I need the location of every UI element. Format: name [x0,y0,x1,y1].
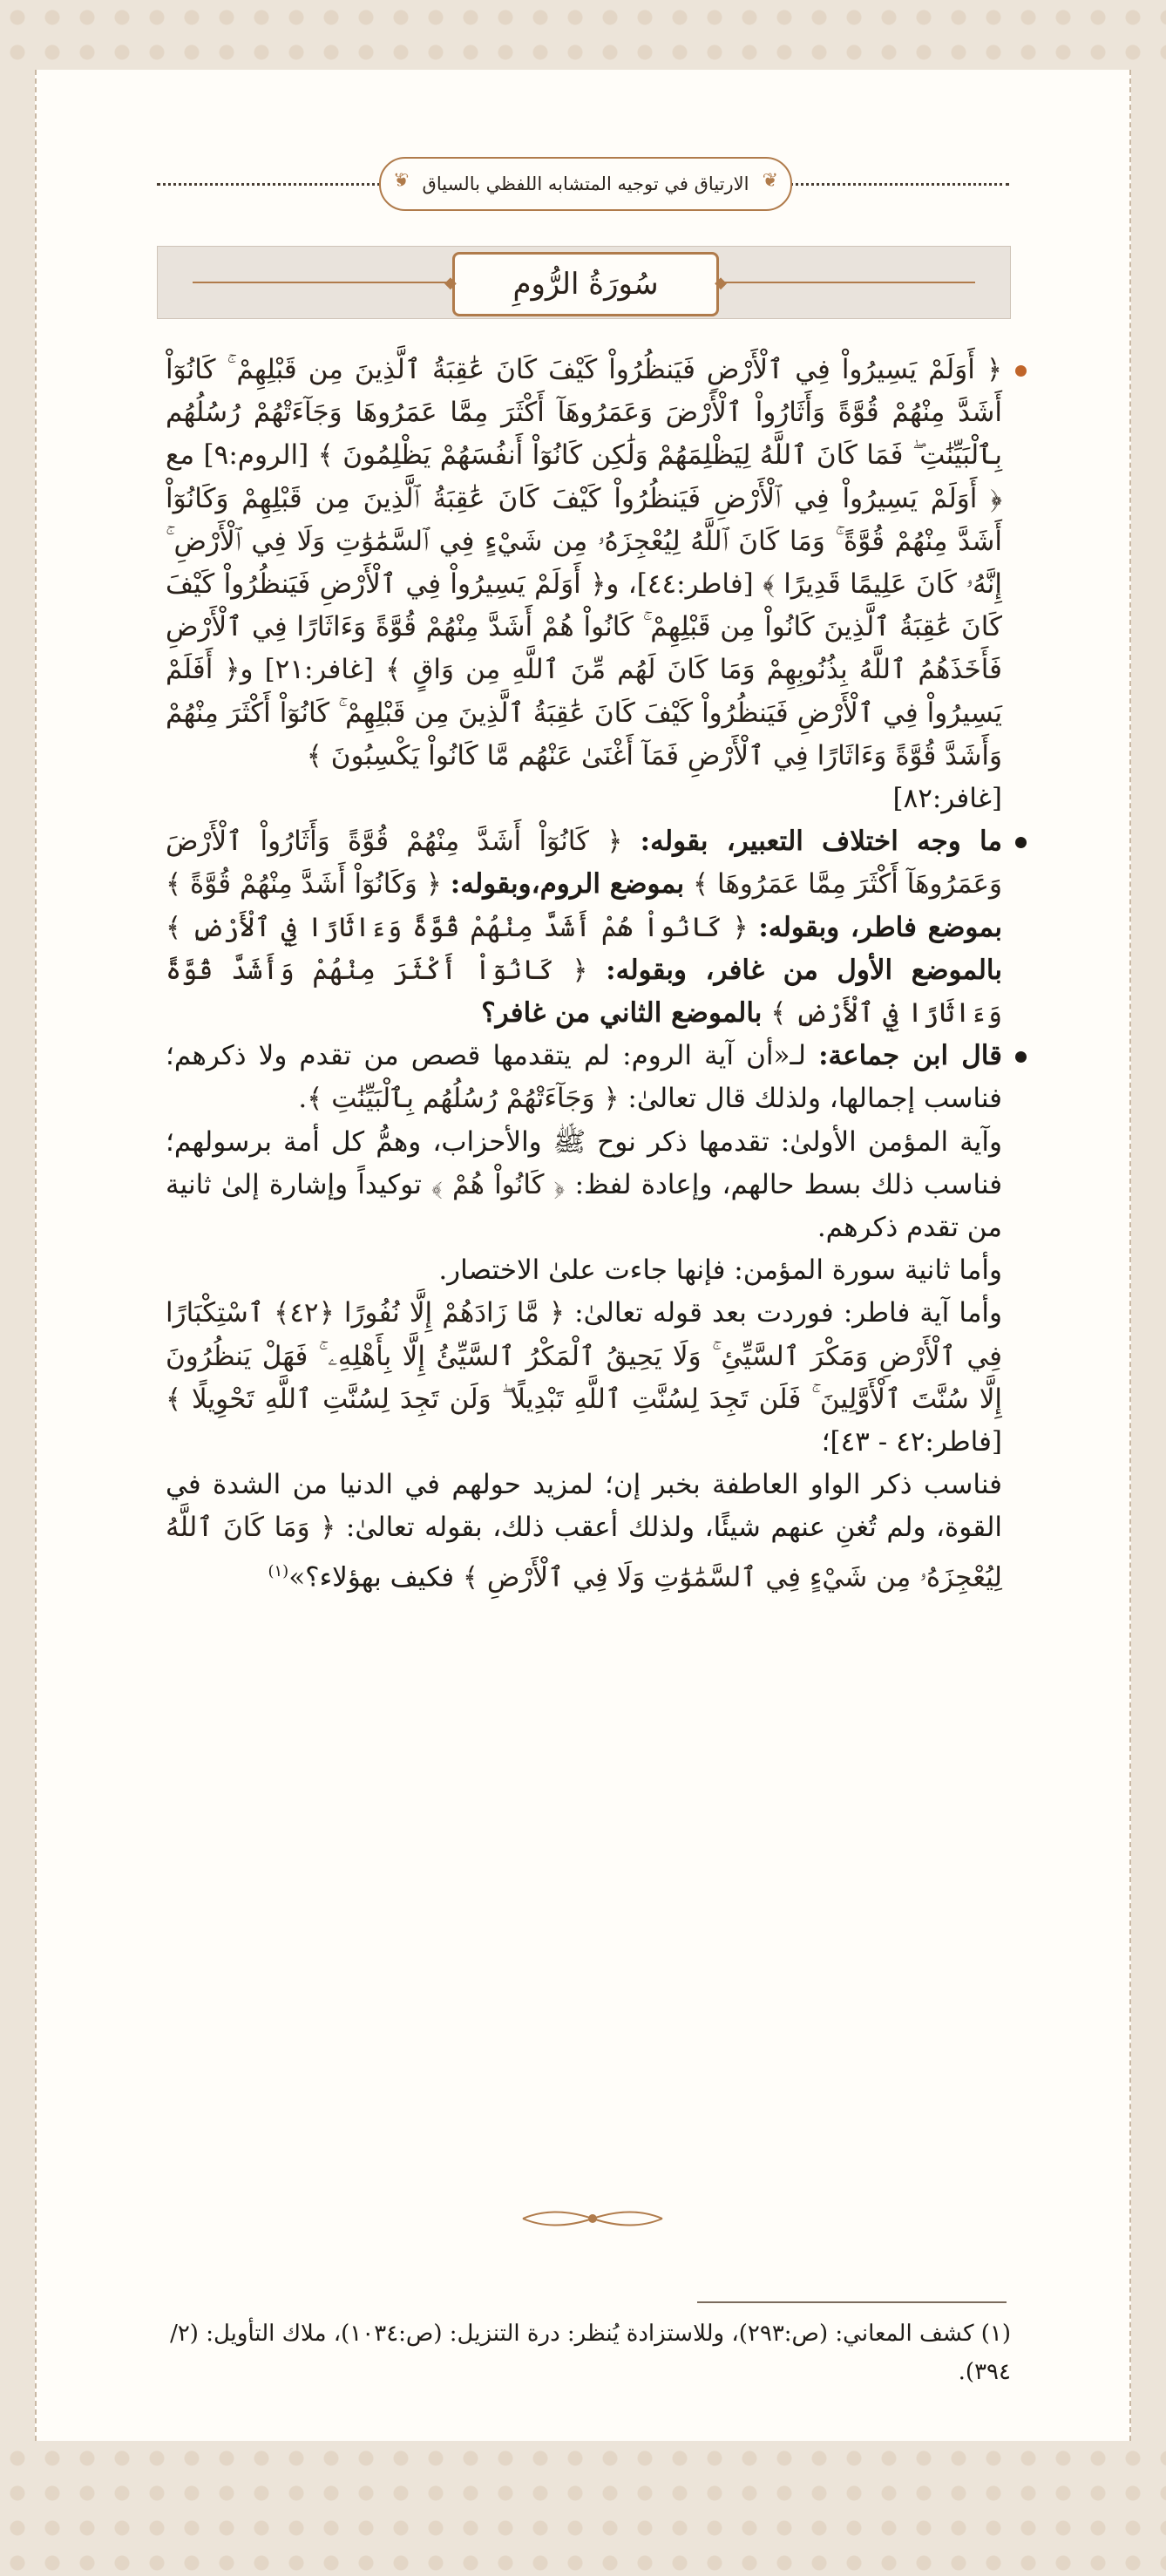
verses-text: ﴿ أَوَلَمْ يَسِيرُواْ فِي ٱلْأَرْضِ فَيَنظُرُواْ كَيْفَ كَانَ عَٰقِبَةُ ٱلَّذِينَ مِن قَبْلِهِمْ ۚ كَانُوٓاْ أَشَدَّ مِنْهُمْ قُوَّةً وَأَثَارُواْ ٱلْأَرْضَ وَعَمَرُوهَآ أَكْثَرَ مِمَّا عَمَرُوهَا وَجَآءَتْهُمْ رُسُلُهُم بِٱلْبَيِّنَٰتِ ۖ فَمَا كَانَ ٱللَّهُ لِيَظْلِمَهُمْ وَلَٰكِن كَانُوٓاْ أَنفُسَهُمْ يَظْلِمُونَ ﴾ [الروم:٩] مع ﴿ أَوَلَمْ يَسِيرُواْ فِي ٱلْأَرْضِ فَيَنظُرُواْ كَيْفَ كَانَ عَٰقِبَةُ ٱلَّذِينَ مِن قَبْلِهِمْ وَكَانُوٓاْ أَشَدَّ مِنْهُمْ قُوَّةً ۚ وَمَا كَانَ ٱللَّهُ لِيُعْجِزَهُۥ مِن شَيْءٍ فِي ٱلسَّمَٰوَٰتِ وَلَا فِي ٱلْأَرْضِ ۚ إِنَّهُۥ كَانَ عَلِيمًا قَدِيرًا ﴾ [فاطر:٤٤]، و﴿ أَوَلَمْ يَسِيرُواْ فِي ٱلْأَرْضِ فَيَنظُرُواْ كَيْفَ كَانَ عَٰقِبَةُ ٱلَّذِينَ كَانُواْ مِن قَبْلِهِمْ ۚ كَانُواْ هُمْ أَشَدَّ مِنْهُمْ قُوَّةً وَءَاثَارًا فِي ٱلْأَرْضِ فَأَخَذَهُمُ ٱللَّهُ بِذُنُوبِهِمْ وَمَا كَانَ لَهُم مِّنَ ٱللَّهِ مِن وَاقٍ ﴾ [غافر:٢١] و﴿ أَفَلَمْ يَسِيرُواْ فِي ٱلْأَرْضِ فَيَنظُرُواْ كَيْفَ كَانَ عَٰقِبَةُ ٱلَّذِينَ مِن قَبْلِهِمْ ۚ كَانُوٓاْ أَكْثَرَ مِنْهُمْ وَأَشَدَّ قُوَّةً وَءَاثَارًا فِي ٱلْأَرْضِ فَمَآ أَغْنَىٰ عَنْهُم مَّا كَانُواْ يَكْسِبُونَ ﴾ [166,354,1003,771]
banner-rule-right [714,282,975,283]
answer-verse-2: ﴿ كَانُواْ هُمْ ﴾ [431,1168,566,1200]
question-paragraph [166,820,1002,1035]
page-border-bottom [0,2441,1166,2576]
question-verse-2: ﴿ وَكَانُوٓاْ أَشَدَّ مِنْهُمْ قُوَّةً ﴾ [166,868,442,901]
surah-title: ◆ سُورَةُ الرُّومِ ◆ [452,252,719,316]
question-verse-4: ﴿ كَانُوٓاْ أَكْثَرَ مِنْهُمْ وَأَشَدَّ قُوَّةً وَءَاثَارًا فِي ٱلْأَرْضِ ﴾ [166,954,1002,1030]
answer-label: قال ابن جماعة: [818,1040,1002,1072]
answer-text-5-end: فكيف بهؤلاء؟» [288,1561,455,1594]
question-mid-2: بموضع فاطر، وبقوله: [758,911,1002,943]
question-end: بالموضع الثاني من غافر؟ [481,997,763,1030]
answer-paragraph-2 [166,1121,1002,1250]
question-verse-1: ﴿ كَانُوٓاْ أَشَدَّ مِنْهُمْ قُوَّةً وَأَثَارُواْ ٱلْأَرْضَ وَعَمَرُوهَآ أَكْثَرَ مِمَّا عَمَرُوهَا ﴾ [166,826,1002,901]
verse-reference: [غافر:٨٢] [892,783,1002,815]
answer-text-4: وأما آية فاطر: فوردت بعد قوله تعالىٰ: [574,1297,1003,1329]
footnote-marker: (١) [268,1561,289,1580]
answer-paragraph-5 [166,1464,1002,1599]
footnote: (١) كشف المعاني: (ص:٢٩٣)، وللاستزادة يُنظر: درة التنزيل: (ص:١٠٣٤)، ملاك التأويل: (٢/ ٣٩٤). [170,2321,1011,2385]
answer-verse-1: ﴿ وَجَآءَتْهُمْ رُسُلُهُم بِٱلْبَيِّنَٰتِ ﴾. [298,1083,620,1115]
section-end-ornament-icon [514,2206,671,2232]
bullet-orange-icon [1015,365,1027,377]
answer-text-2: وآية المؤمن الأولىٰ: تقدمها ذكر نوح ﷺ والأحزاب، وهمُّ كل أمة برسولهم؛ فناسب ذلك بسط حالهم، وإعادة لفظ: [166,1125,1003,1200]
answer-ref-4: [فاطر:٤٢ - ٤٣]؛ [821,1426,1002,1458]
question-label: ما وجه اختلاف التعبير، بقوله: [640,826,1002,858]
answer-verse-5: ﴿ وَمَا كَانَ ٱللَّهُ لِيُعْجِزَهُۥ مِن شَيْءٍ فِي ٱلسَّمَٰوَٰتِ وَلَا فِي ٱلْأَرْضِ ﴾ [166,1512,1002,1594]
answer-text-2-end: توكيداً وإشارة إلىٰ ثانية من تقدم ذكرهم. [166,1168,1002,1244]
answer-paragraph-4 [166,1292,1002,1464]
answer-paragraph [166,1035,1002,1120]
question-mid-1: بموضع الروم،وبقوله: [450,868,685,901]
running-header [157,157,1009,209]
verses-paragraph [166,349,1002,778]
footnote-separator [697,2301,1007,2303]
banner-rule-left [193,282,454,283]
surah-banner [157,246,1011,319]
page-border-top [0,0,1166,70]
question-mid-3: بالموضع الأول من غافر، وبقوله: [606,954,1003,986]
answer-verse-4: ﴿ مَّا زَادَهُمْ إِلَّا نُفُورًا ﴿٤٢﴾ ٱسْتِكْبَارًا فِي ٱلْأَرْضِ وَمَكْرَ ٱلسَّيِّئِ ۚ وَلَا يَحِيقُ ٱلْمَكْرُ ٱلسَّيِّئُ إِلَّا بِأَهْلِهِۦ ۚ فَهَلْ يَنظُرُونَ إِلَّا سُنَّتَ ٱلْأَوَّلِينَ ۚ فَلَن تَجِدَ لِسُنَّتِ ٱللَّهِ تَبْدِيلًا ۖ وَلَن تَجِدَ لِسُنَّتِ ٱللَّهِ تَحْوِيلًا ﴾ [166,1297,1002,1415]
running-title: ❦ الارتياق في توجيه المتشابه اللفظي بالسياق ❦ [379,157,792,211]
answer-text-1: لـ«أن آية الروم: لم يتقدمها قصص من تقدم ولا ذكرهم؛ فناسب إجمالها، ولذلك قال تعالىٰ: [166,1040,1002,1115]
question-verse-3: ﴿ كَانُواْ هُمْ أَشَدَّ مِنْهُمْ قُوَّةً وَءَاثَارًا فِي ٱلْأَرْضِ ﴾ [166,911,749,943]
main-text [166,349,1002,1599]
answer-text-5: فناسب ذكر الواو العاطفة بخبر إن؛ لمزيد حولهم في الدنيا من الشدة في القوة، ولم تُغنِ عنهم شيئًا، ولذلك أعقب ذلك، بقوله تعالىٰ: [166,1469,1002,1544]
answer-paragraph-3: وأما ثانية سورة المؤمن: فإنها جاءت علىٰ الاختصار. [438,1254,1002,1287]
